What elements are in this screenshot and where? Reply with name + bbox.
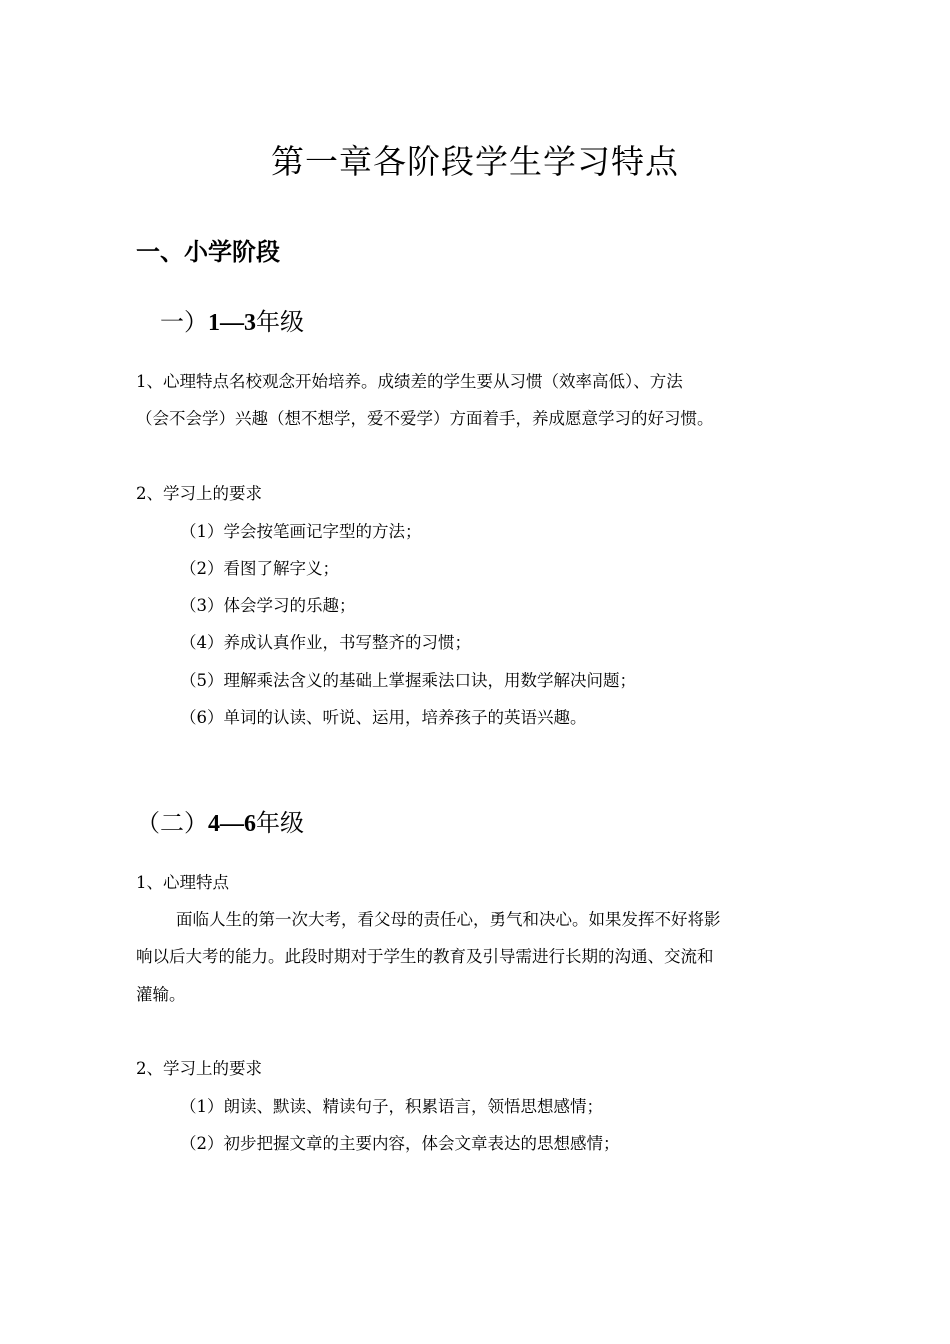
list-item: （5）理解乘法含义的基础上掌握乘法口诀，用数学解决问题； <box>180 671 636 690</box>
psych-traits-heading: 1、心理特点 <box>136 873 229 892</box>
subsection-heading-grade-1-3 <box>160 302 304 337</box>
list-item: （4）养成认真作业，书写整齐的习惯； <box>180 633 471 652</box>
list-item: （3）体会学习的乐趣； <box>180 596 356 615</box>
list-item: （2）初步把握文章的主要内容，体会文章表达的思想感情； <box>180 1134 620 1153</box>
list-item: （6）单词的认读、听说、运用，培养孩子的英语兴趣。 <box>180 708 587 727</box>
grade-suffix: 年级 <box>256 308 304 336</box>
grade-range: 4—6 <box>208 811 256 837</box>
list-item: （1）朗读、默读、精读句子，积累语言，领悟思想感情； <box>180 1097 603 1116</box>
grade-range: 1—3 <box>208 310 256 336</box>
psych-traits-para-line-2: 响以后大考的能力。此段时期对于学生的教育及引导需进行长期的沟通、交流和 <box>136 947 714 966</box>
subsection-heading-grade-4-6 <box>136 803 304 838</box>
list-item: （2）看图了解字义； <box>180 559 339 578</box>
psych-traits-para-line-3: 灌输。 <box>136 985 186 1004</box>
psych-traits-line-2: （会不会学）兴趣（想不想学，爱不爱学）方面着手，养成愿意学习的好习惯。 <box>136 409 714 428</box>
psych-traits-line-1: 1、心理特点名校观念开始培养。成绩差的学生要从习惯（效率高低）、方法 <box>136 372 683 391</box>
study-requirements-heading: 2、学习上的要求 <box>136 1059 262 1078</box>
subsection-prefix: 一） <box>160 308 208 336</box>
subsection-prefix: （二） <box>136 809 208 837</box>
list-item: （1）学会按笔画记字型的方法； <box>180 522 422 541</box>
chapter-title: 第一章各阶段学生学习特点 <box>271 142 679 181</box>
study-requirements-heading: 2、学习上的要求 <box>136 484 262 503</box>
psych-traits-para-line-1: 面临人生的第一次大考，看父母的责任心，勇气和决心。如果发挥不好将影 <box>176 910 721 929</box>
section-heading-primary-school: 一、小学阶段 <box>136 238 280 266</box>
grade-suffix: 年级 <box>256 809 304 837</box>
